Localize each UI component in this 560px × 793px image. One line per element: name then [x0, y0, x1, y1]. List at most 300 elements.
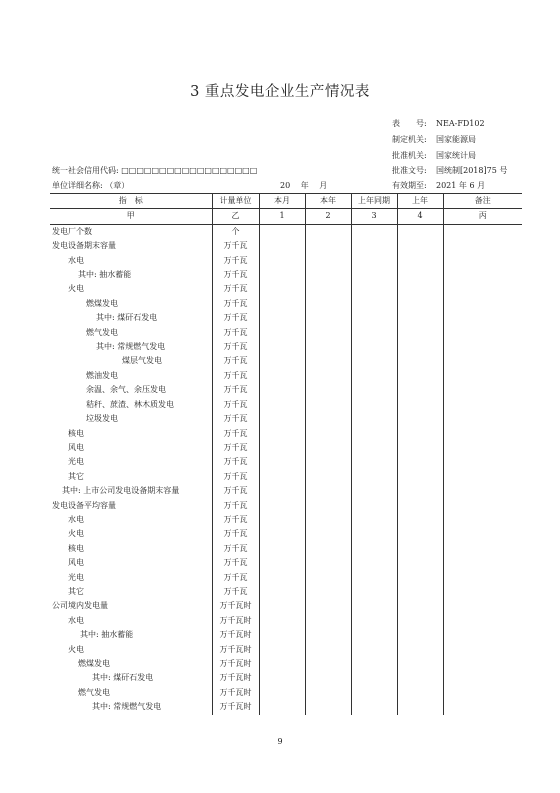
value-cell[interactable]: [397, 427, 443, 441]
indicator-name: 风电: [68, 442, 84, 452]
period-field: 20 年 月: [280, 181, 328, 190]
value-cell[interactable]: [259, 700, 305, 714]
value-cell[interactable]: [305, 657, 351, 671]
value-cell[interactable]: [259, 643, 305, 657]
value-cell[interactable]: [397, 383, 443, 397]
remarks-cell[interactable]: [443, 686, 522, 700]
table-row: [50, 311, 522, 325]
value-cell[interactable]: [397, 686, 443, 700]
value-cell[interactable]: [259, 340, 305, 354]
table-row: [50, 354, 522, 368]
value-cell[interactable]: [397, 671, 443, 685]
unit-cell: 万千瓦时: [212, 599, 259, 613]
indicator-name: 发电设备平均容量: [52, 500, 116, 510]
value-cell[interactable]: [397, 571, 443, 585]
value-cell[interactable]: [397, 239, 443, 253]
value-cell[interactable]: [351, 628, 397, 642]
indicator-name: 燃煤发电: [86, 298, 118, 308]
header-code-cell: 1: [259, 209, 305, 224]
value-cell[interactable]: [351, 224, 397, 239]
unit-cell: 万千瓦: [212, 282, 259, 296]
unit-cell: 万千瓦: [212, 571, 259, 585]
unit-cell: 万千瓦: [212, 239, 259, 253]
value-cell[interactable]: [305, 513, 351, 527]
unit-cell: 万千瓦: [212, 369, 259, 383]
indicator-name: 其中: 常规燃气发电: [96, 342, 166, 352]
unit-cell: 万千瓦: [212, 542, 259, 556]
value-cell[interactable]: [397, 441, 443, 455]
meta-line: [392, 165, 507, 176]
remarks-cell[interactable]: [443, 268, 522, 282]
value-cell[interactable]: [397, 268, 443, 282]
value-cell[interactable]: [259, 369, 305, 383]
value-cell[interactable]: [305, 340, 351, 354]
value-cell[interactable]: [305, 556, 351, 570]
unit-cell: 万千瓦: [212, 398, 259, 412]
unit-cell: 万千瓦时: [212, 671, 259, 685]
unit-cell: 万千瓦: [212, 383, 259, 397]
value-cell[interactable]: [305, 441, 351, 455]
value-cell[interactable]: [397, 354, 443, 368]
unit-cell: 万千瓦: [212, 254, 259, 268]
unit-cell: 万千瓦: [212, 556, 259, 570]
indicator-name: 煤层气发电: [122, 356, 162, 366]
value-cell[interactable]: [259, 657, 305, 671]
value-cell[interactable]: [259, 571, 305, 585]
value-cell[interactable]: [351, 340, 397, 354]
value-cell[interactable]: [351, 254, 397, 268]
value-cell[interactable]: [305, 369, 351, 383]
unit-cell: 万千瓦时: [212, 628, 259, 642]
remarks-cell[interactable]: [443, 311, 522, 325]
value-cell[interactable]: [259, 686, 305, 700]
remarks-cell[interactable]: [443, 427, 522, 441]
remarks-cell[interactable]: [443, 527, 522, 541]
value-cell[interactable]: [259, 527, 305, 541]
indicator-name: 水电: [68, 514, 84, 524]
remarks-cell[interactable]: [443, 369, 522, 383]
indicator-name: 其中: 抽水蓄能: [78, 270, 132, 280]
table-row: [50, 484, 522, 498]
production-table: [50, 193, 522, 715]
value-cell[interactable]: [305, 527, 351, 541]
remarks-cell[interactable]: [443, 556, 522, 570]
value-cell[interactable]: [351, 326, 397, 340]
remarks-cell[interactable]: [443, 340, 522, 354]
value-cell[interactable]: [259, 455, 305, 469]
unit-cell: 万千瓦: [212, 354, 259, 368]
value-cell[interactable]: [397, 369, 443, 383]
remarks-cell[interactable]: [443, 513, 522, 527]
value-cell[interactable]: [397, 585, 443, 599]
indicator-name: 火电: [68, 284, 84, 294]
value-cell[interactable]: [351, 282, 397, 296]
unit-cell: 万千瓦时: [212, 614, 259, 628]
value-cell[interactable]: [397, 326, 443, 340]
header-code-cell: 3: [351, 209, 397, 224]
remarks-cell[interactable]: [443, 614, 522, 628]
value-cell[interactable]: [259, 311, 305, 325]
value-cell[interactable]: [259, 254, 305, 268]
table-title: 3 重点发电企业生产情况表: [190, 84, 370, 100]
value-cell[interactable]: [351, 657, 397, 671]
unit-cell: 万千瓦: [212, 427, 259, 441]
meta-line: [392, 180, 485, 191]
table-body: [50, 224, 522, 714]
value-cell[interactable]: [351, 686, 397, 700]
indicator-name: 发电设备期末容量: [52, 241, 116, 251]
value-cell[interactable]: [397, 542, 443, 556]
value-cell[interactable]: [351, 455, 397, 469]
value-cell[interactable]: [259, 614, 305, 628]
value-cell[interactable]: [259, 513, 305, 527]
value-cell[interactable]: [259, 585, 305, 599]
indicator-name: 余温、余气、余压发电: [86, 385, 166, 395]
value-cell[interactable]: [351, 297, 397, 311]
value-cell[interactable]: [259, 239, 305, 253]
value-cell[interactable]: [351, 499, 397, 513]
value-cell[interactable]: [259, 427, 305, 441]
unit-cell: 个: [212, 224, 259, 239]
value-cell[interactable]: [351, 527, 397, 541]
remarks-cell[interactable]: [443, 585, 522, 599]
indicator-name: 其中: 抽水蓄能: [80, 630, 134, 640]
value-cell[interactable]: [351, 700, 397, 714]
value-cell[interactable]: [397, 614, 443, 628]
value-cell[interactable]: [305, 614, 351, 628]
table-row: [50, 326, 522, 340]
value-cell[interactable]: [305, 643, 351, 657]
value-cell[interactable]: [351, 311, 397, 325]
table-row: [50, 542, 522, 556]
remarks-cell[interactable]: [443, 441, 522, 455]
remarks-cell[interactable]: [443, 671, 522, 685]
value-cell[interactable]: [305, 628, 351, 642]
value-cell[interactable]: [305, 383, 351, 397]
table-row: [50, 628, 522, 642]
value-cell[interactable]: [351, 556, 397, 570]
credit-code-field: 统一社会信用代码: □□□□□□□□□□□□□□□□□□: [52, 166, 258, 175]
value-cell[interactable]: [397, 311, 443, 325]
value-cell[interactable]: [259, 470, 305, 484]
value-cell[interactable]: [397, 297, 443, 311]
indicator-name: 核电: [68, 428, 84, 438]
value-cell[interactable]: [305, 542, 351, 556]
indicator-name: 水电: [68, 255, 84, 265]
value-cell[interactable]: [351, 513, 397, 527]
value-cell[interactable]: [259, 383, 305, 397]
meta-label: 批准机关:: [392, 151, 427, 160]
meta-value: 国家能源局: [436, 135, 476, 144]
unit-cell: 万千瓦: [212, 441, 259, 455]
value-cell[interactable]: [305, 239, 351, 253]
unit-cell: 万千瓦时: [212, 643, 259, 657]
table-row: [50, 398, 522, 412]
remarks-cell[interactable]: [443, 398, 522, 412]
value-cell[interactable]: [259, 484, 305, 498]
remarks-cell[interactable]: [443, 282, 522, 296]
table-row: [50, 700, 522, 714]
value-cell[interactable]: [397, 470, 443, 484]
indicator-name: 其它: [68, 586, 84, 596]
value-cell[interactable]: [351, 239, 397, 253]
meta-line: [392, 134, 476, 145]
value-cell[interactable]: [259, 297, 305, 311]
value-cell[interactable]: [351, 599, 397, 613]
value-cell[interactable]: [351, 427, 397, 441]
unit-cell: 万千瓦: [212, 455, 259, 469]
remarks-cell[interactable]: [443, 455, 522, 469]
value-cell[interactable]: [259, 599, 305, 613]
header-cell: 本月: [259, 194, 305, 209]
indicator-name: 燃气发电: [78, 687, 110, 697]
value-cell[interactable]: [397, 282, 443, 296]
value-cell[interactable]: [305, 686, 351, 700]
table-row: [50, 657, 522, 671]
value-cell[interactable]: [259, 556, 305, 570]
value-cell[interactable]: [351, 268, 397, 282]
table-row: [50, 369, 522, 383]
remarks-cell[interactable]: [443, 254, 522, 268]
value-cell[interactable]: [397, 643, 443, 657]
unit-cell: 万千瓦: [212, 585, 259, 599]
indicator-name: 燃气发电: [86, 327, 118, 337]
indicator-name: 水电: [68, 615, 84, 625]
remarks-cell[interactable]: [443, 599, 522, 613]
value-cell[interactable]: [259, 542, 305, 556]
table-row: [50, 585, 522, 599]
indicator-name: 其中: 煤矸石发电: [96, 313, 158, 323]
remarks-cell[interactable]: [443, 484, 522, 498]
table-row: [50, 282, 522, 296]
header-cell: 计量单位: [212, 194, 259, 209]
value-cell[interactable]: [259, 282, 305, 296]
table-row: [50, 643, 522, 657]
unit-cell: 万千瓦: [212, 484, 259, 498]
value-cell[interactable]: [351, 643, 397, 657]
indicator-name: 发电厂个数: [52, 226, 92, 236]
value-cell[interactable]: [305, 268, 351, 282]
value-cell[interactable]: [259, 671, 305, 685]
value-cell[interactable]: [351, 542, 397, 556]
value-cell[interactable]: [305, 470, 351, 484]
meta-label: 制定机关:: [392, 135, 427, 144]
value-cell[interactable]: [351, 441, 397, 455]
value-cell[interactable]: [351, 484, 397, 498]
value-cell[interactable]: [305, 671, 351, 685]
remarks-cell[interactable]: [443, 628, 522, 642]
unit-cell: 万千瓦: [212, 470, 259, 484]
value-cell[interactable]: [305, 585, 351, 599]
unit-cell: 万千瓦: [212, 311, 259, 325]
table-row: [50, 239, 522, 253]
unit-cell: 万千瓦: [212, 326, 259, 340]
value-cell[interactable]: [305, 326, 351, 340]
header-cell: 上年: [397, 194, 443, 209]
table-row: [50, 599, 522, 613]
value-cell[interactable]: [305, 412, 351, 426]
indicator-name: 其它: [68, 471, 84, 481]
remarks-cell[interactable]: [443, 470, 522, 484]
remarks-cell[interactable]: [443, 224, 522, 239]
remarks-cell[interactable]: [443, 354, 522, 368]
unit-cell: 万千瓦: [212, 527, 259, 541]
header-cell: 指 标: [50, 194, 212, 209]
meta-label: 批准文号:: [392, 166, 427, 175]
value-cell[interactable]: [397, 254, 443, 268]
table-row: [50, 268, 522, 282]
indicator-name: 其中: 煤矸石发电: [92, 673, 154, 683]
table-row: [50, 614, 522, 628]
header-code-row: [50, 209, 522, 224]
meta-value: 国家统计局: [436, 151, 476, 160]
table-row: [50, 470, 522, 484]
value-cell[interactable]: [351, 398, 397, 412]
unit-cell: 万千瓦时: [212, 657, 259, 671]
value-cell[interactable]: [351, 470, 397, 484]
unit-cell: 万千瓦时: [212, 686, 259, 700]
indicator-name: 火电: [68, 644, 84, 654]
value-cell[interactable]: [259, 412, 305, 426]
value-cell[interactable]: [351, 571, 397, 585]
value-cell[interactable]: [259, 499, 305, 513]
value-cell[interactable]: [351, 671, 397, 685]
remarks-cell[interactable]: [443, 657, 522, 671]
value-cell[interactable]: [397, 628, 443, 642]
value-cell[interactable]: [259, 441, 305, 455]
table-row: [50, 340, 522, 354]
table-row: [50, 427, 522, 441]
header-code-cell: 乙: [212, 209, 259, 224]
value-cell[interactable]: [305, 499, 351, 513]
value-cell[interactable]: [305, 354, 351, 368]
remarks-cell[interactable]: [443, 239, 522, 253]
table-row: [50, 671, 522, 685]
value-cell[interactable]: [351, 412, 397, 426]
table-row: [50, 455, 522, 469]
value-cell[interactable]: [351, 383, 397, 397]
value-cell[interactable]: [305, 282, 351, 296]
header-cell: 上年同期: [351, 194, 397, 209]
remarks-cell[interactable]: [443, 297, 522, 311]
header-row: [50, 194, 522, 209]
remarks-cell[interactable]: [443, 326, 522, 340]
value-cell[interactable]: [351, 585, 397, 599]
indicator-name: 风电: [68, 558, 84, 568]
table-row: [50, 556, 522, 570]
value-cell[interactable]: [397, 499, 443, 513]
value-cell[interactable]: [397, 599, 443, 613]
value-cell[interactable]: [397, 484, 443, 498]
table-row: [50, 513, 522, 527]
value-cell[interactable]: [305, 311, 351, 325]
value-cell[interactable]: [259, 628, 305, 642]
value-cell[interactable]: [305, 455, 351, 469]
value-cell[interactable]: [397, 455, 443, 469]
header-code-cell: 丙: [443, 209, 522, 224]
header-code-cell: 2: [305, 209, 351, 224]
value-cell[interactable]: [259, 268, 305, 282]
value-cell[interactable]: [397, 657, 443, 671]
table-row: [50, 383, 522, 397]
unit-cell: 万千瓦: [212, 513, 259, 527]
remarks-cell[interactable]: [443, 412, 522, 426]
value-cell[interactable]: [351, 354, 397, 368]
unit-cell: 万千瓦: [212, 340, 259, 354]
value-cell[interactable]: [305, 398, 351, 412]
value-cell[interactable]: [397, 224, 443, 239]
value-cell[interactable]: [397, 556, 443, 570]
value-cell[interactable]: [351, 369, 397, 383]
value-cell[interactable]: [305, 427, 351, 441]
header-code-cell: 甲: [50, 209, 212, 224]
table-row: [50, 499, 522, 513]
indicator-name: 其中: 常规燃气发电: [92, 702, 162, 712]
meta-label: 表 号:: [392, 119, 427, 128]
remarks-cell[interactable]: [443, 542, 522, 556]
meta-value: 国统制[2018]75 号: [436, 166, 508, 175]
value-cell[interactable]: [305, 700, 351, 714]
table-row: [50, 686, 522, 700]
value-cell[interactable]: [259, 398, 305, 412]
header-code-cell: 4: [397, 209, 443, 224]
remarks-cell[interactable]: [443, 383, 522, 397]
indicator-name: 火电: [68, 529, 84, 539]
value-cell[interactable]: [305, 484, 351, 498]
value-cell[interactable]: [259, 224, 305, 239]
unit-name-field: 单位详细名称: （章）: [52, 181, 130, 190]
unit-cell: 万千瓦: [212, 499, 259, 513]
indicator-name: 光电: [68, 457, 84, 467]
value-cell[interactable]: [397, 412, 443, 426]
header-cell: 本年: [305, 194, 351, 209]
value-cell[interactable]: [397, 513, 443, 527]
indicator-name: 燃油发电: [86, 370, 118, 380]
table-row: [50, 254, 522, 268]
remarks-cell[interactable]: [443, 499, 522, 513]
remarks-cell[interactable]: [443, 571, 522, 585]
indicator-name: 燃煤发电: [78, 659, 110, 668]
value-cell[interactable]: [305, 599, 351, 613]
value-cell[interactable]: [259, 326, 305, 340]
value-cell[interactable]: [397, 398, 443, 412]
value-cell[interactable]: [305, 254, 351, 268]
indicator-name: 光电: [68, 572, 84, 582]
page-number: 9: [277, 737, 283, 746]
value-cell[interactable]: [305, 224, 351, 239]
remarks-cell[interactable]: [443, 700, 522, 714]
indicator-name: 核电: [68, 543, 84, 553]
value-cell[interactable]: [305, 297, 351, 311]
value-cell[interactable]: [351, 614, 397, 628]
value-cell[interactable]: [305, 571, 351, 585]
indicator-name: 秸秆、蔗渣、林木质发电: [86, 399, 174, 409]
indicator-name: 公司境内发电量: [52, 601, 108, 611]
meta-label: 有效期至:: [392, 181, 427, 190]
value-cell[interactable]: [259, 354, 305, 368]
meta-line: [392, 118, 485, 129]
value-cell[interactable]: [397, 527, 443, 541]
unit-cell: 万千瓦时: [212, 700, 259, 714]
value-cell[interactable]: [397, 340, 443, 354]
meta-line: [392, 150, 476, 161]
meta-value: NEA-FD102: [436, 119, 485, 128]
header-cell: 备注: [443, 194, 522, 209]
unit-cell: 万千瓦: [212, 268, 259, 282]
remarks-cell[interactable]: [443, 643, 522, 657]
value-cell[interactable]: [397, 700, 443, 714]
table-row: [50, 297, 522, 311]
